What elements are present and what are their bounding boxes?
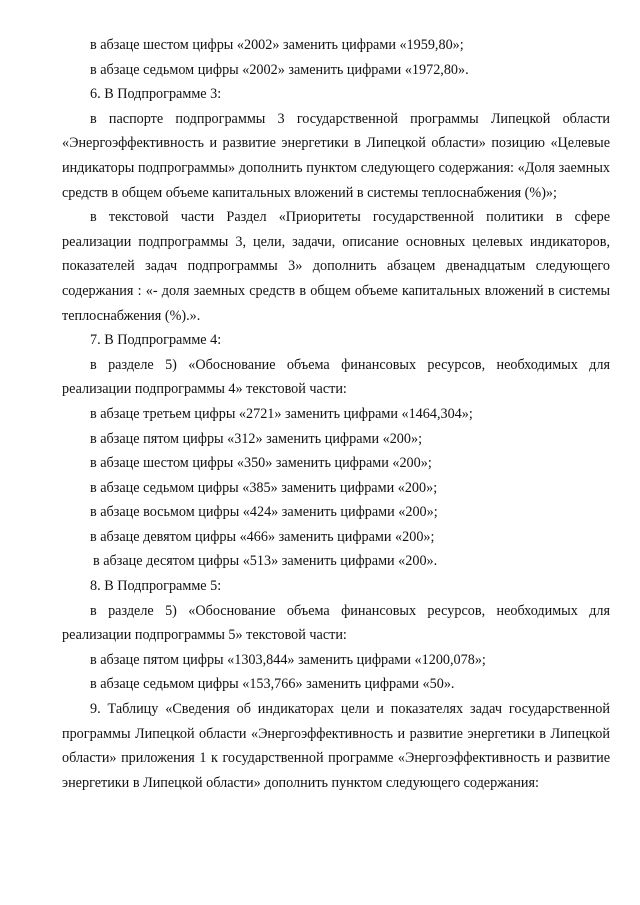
paragraph-14: в абзаце десятом цифры «513» заменить цифрами «200». — [93, 553, 438, 570]
paragraph-12: в абзаце восьмом цифры «424» заменить цифрами «200»; — [90, 504, 438, 521]
section-heading-6: 6. В Подпрограмме 3: — [90, 86, 222, 103]
paragraph-11: в абзаце седьмом цифры «385» заменить цифрами «200»; — [90, 479, 438, 496]
paragraph-4: в паспорте подпрограммы 3 государственной программы Липецкой области «Энергоэффективность и развитие энергетики в Липецкой области» позицию «Целевые индикаторы подпрограммы» дополнить пунктом следующего содержания: «Доля заемных средств в общем объеме капитальных вложений в системы теплоснабжения (%)»; — [62, 110, 610, 201]
paragraph-9: в абзаце пятом цифры «312» заменить цифрами «200»; — [90, 430, 423, 447]
section-heading-8: 8. В Подпрограмме 5: — [90, 578, 222, 595]
paragraph-1: в абзаце шестом цифры «2002» заменить цифрами «1959,80»; — [90, 37, 464, 53]
paragraph-17: в абзаце пятом цифры «1303,844» заменить цифрами «1200,078»; — [90, 651, 486, 668]
paragraph-7: в разделе 5) «Обоснование объема финансовых ресурсов, необходимых для реализации подпрограммы 4» текстовой части: — [62, 356, 610, 398]
paragraph-2: в абзаце седьмом цифры «2002» заменить цифрами «1972,80». — [90, 61, 469, 78]
paragraph-13: в абзаце девятом цифры «466» заменить цифрами «200»; — [90, 528, 435, 545]
paragraph-16: в разделе 5) «Обоснование объема финансовых ресурсов, необходимых для реализации подпрограммы 5» текстовой части: — [62, 602, 610, 644]
section-heading-7: 7. В Подпрограмме 4: — [90, 332, 222, 349]
paragraph-8: в абзаце третьем цифры «2721» заменить цифрами «1464,304»; — [90, 405, 473, 422]
paragraph-18: в абзаце седьмом цифры «153,766» заменить цифрами «50». — [90, 676, 455, 693]
paragraph-19: 9. Таблицу «Сведения об индикаторах цели и показателях задач государственной программы Липецкой области «Энергоэффективность и развитие энергетики в Липецкой области» приложения 1 к государственной программе «Энергоэффективность и развитие энергетики в Липецкой области» дополнить пунктом следующего содержания: — [62, 701, 610, 791]
paragraph-10: в абзаце шестом цифры «350» заменить цифрами «200»; — [90, 455, 432, 472]
paragraph-5: в текстовой части Раздел «Приоритеты государственной политики в сфере реализации подпрограммы 3, цели, задачи, описание основных целевых индикаторов, показателей задач подпрограммы 3» дополнить абзацем двенадцатым следующего содержания : «- доля заемных средств в общем объеме капитальных вложений в системы теплоснабжения (%).». — [62, 209, 610, 324]
document-body — [62, 33, 610, 795]
